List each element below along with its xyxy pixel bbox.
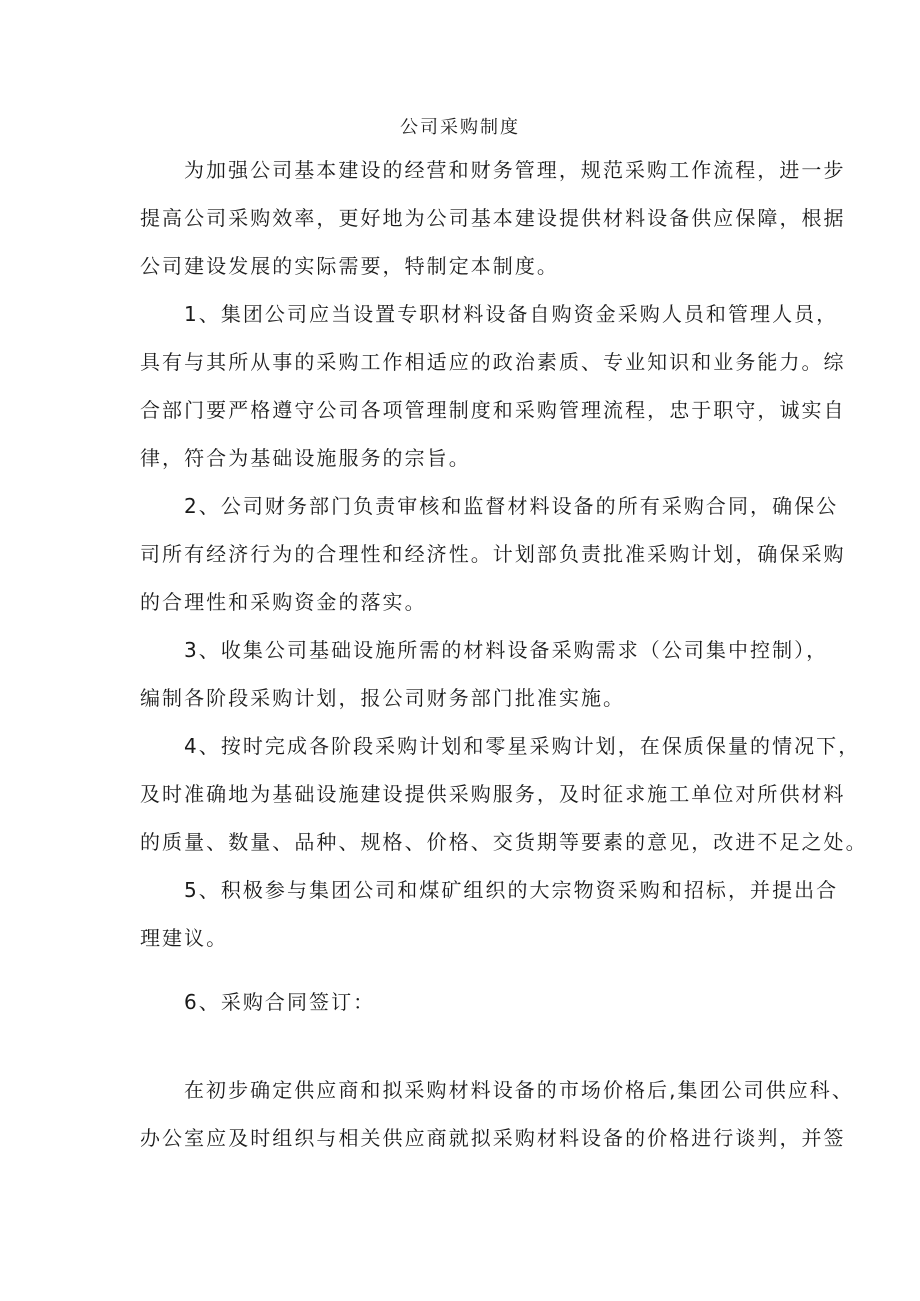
paragraph-line: 理建议。 xyxy=(140,926,229,950)
paragraph-line: 合部门要严格遵守公司各项管理制度和采购管理流程，忠于职守，诚实自 xyxy=(140,398,846,422)
paragraph-line: 具有与其所从事的采购工作相适应的政治素质、专业知识和业务能力。综 xyxy=(140,350,846,374)
paragraph-line: 5、积极参与集团公司和煤矿组织的大宗物资采购和招标，并提出合 xyxy=(184,878,839,902)
paragraph-line: 公司建设发展的实际需要，特制定本制度。 xyxy=(140,254,559,278)
paragraph-line: 4、按时完成各阶段采购计划和零星采购计划，在保质保量的情况下， xyxy=(184,734,861,758)
paragraph-line: 律，符合为基础设施服务的宗旨。 xyxy=(140,446,471,470)
paragraph-line: 编制各阶段采购计划，报公司财务部门批准实施。 xyxy=(140,686,626,710)
paragraph-line: 提高公司采购效率，更好地为公司基本建设提供材料设备供应保障，根据 xyxy=(140,206,846,230)
paragraph-line: 的质量、数量、品种、规格、价格、交货期等要素的意见，改进不足之处。 xyxy=(140,830,868,854)
paragraph-line: 为加强公司基本建设的经营和财务管理，规范采购工作流程，进一步 xyxy=(184,158,846,182)
paragraph-line: 在初步确定供应商和拟采购材料设备的市场价格后,集团公司供应科、 xyxy=(184,1078,854,1102)
paragraph-line: 及时准确地为基础设施建设提供采购服务，及时征求施工单位对所供材料 xyxy=(140,782,846,806)
paragraph-line: 3、收集公司基础设施所需的材料设备采购需求（公司集中控制）， xyxy=(184,638,829,662)
paragraph-line: 1、集团公司应当设置专职材料设备自购资金采购人员和管理人员， xyxy=(184,302,839,326)
paragraph-line: 2、公司财务部门负责审核和监督材料设备的所有采购合同，确保公 xyxy=(184,494,839,518)
paragraph-line: 6、采购合同签订： xyxy=(184,990,376,1014)
paragraph-line: 的合理性和采购资金的落实。 xyxy=(140,590,427,614)
paragraph-line: 司所有经济行为的合理性和经济性。计划部负责批准采购计划，确保采购 xyxy=(140,542,846,566)
paragraph-line: 办公室应及时组织与相关供应商就拟采购材料设备的价格进行谈判，并签 xyxy=(140,1126,846,1150)
document-title: 公司采购制度 xyxy=(400,117,520,138)
